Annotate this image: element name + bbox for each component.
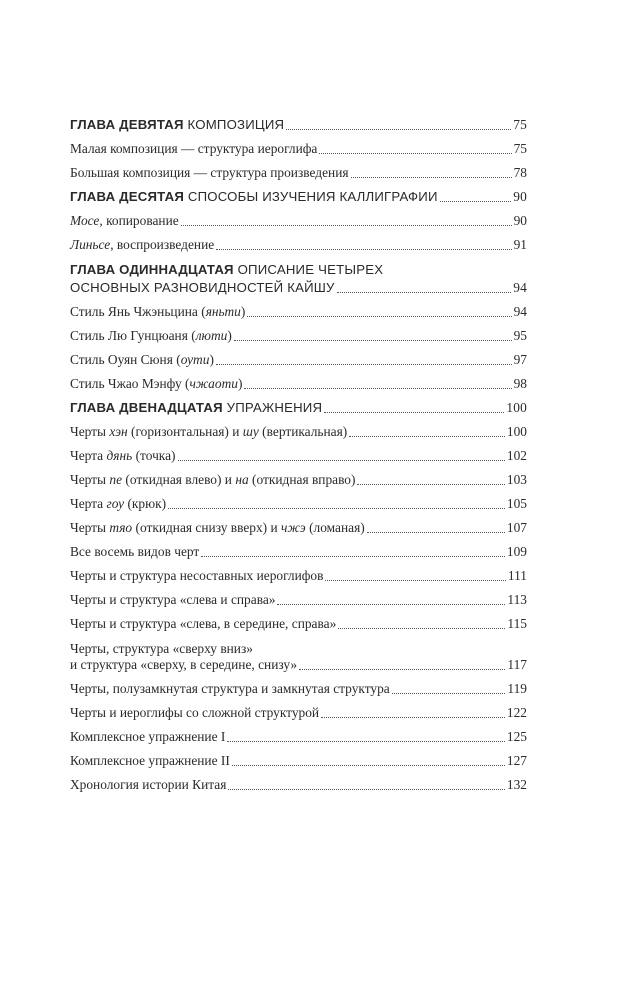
entry-text: Стиль Янь Чжэньцина ( bbox=[70, 304, 206, 319]
dot-leader bbox=[178, 460, 505, 461]
entry-title bbox=[70, 328, 232, 344]
entry-text: (крюк) bbox=[124, 496, 167, 511]
entry-text: (точка) bbox=[132, 448, 176, 463]
toc-entry bbox=[70, 729, 527, 745]
toc-entry bbox=[70, 448, 527, 464]
dot-leader bbox=[216, 249, 511, 250]
toc-entry bbox=[70, 592, 527, 608]
dot-leader bbox=[227, 741, 505, 742]
dot-leader bbox=[349, 436, 505, 437]
entry-text: Комплексное упражнение II bbox=[70, 753, 230, 768]
entry-text: Хронология истории Китая bbox=[70, 777, 227, 792]
chapter-label: ГЛАВА ДВЕНАДЦАТАЯ bbox=[70, 400, 223, 415]
dot-leader bbox=[319, 153, 511, 154]
entry-text: (откидная снизу вверх) и bbox=[132, 520, 281, 535]
page-number: 78 bbox=[513, 165, 527, 180]
entry-title bbox=[70, 520, 365, 536]
entry-title bbox=[70, 352, 214, 368]
page-number: 109 bbox=[506, 544, 527, 559]
toc-entry bbox=[70, 640, 527, 673]
italic-term: Линьсе bbox=[70, 237, 111, 252]
page-number: 100 bbox=[506, 400, 527, 415]
page-number: 122 bbox=[506, 705, 527, 720]
italic-term: на bbox=[235, 472, 249, 487]
entry-title bbox=[70, 376, 242, 392]
chapter-label: ГЛАВА ДЕСЯТАЯ bbox=[70, 189, 184, 204]
page-number: 115 bbox=[507, 616, 527, 631]
dot-leader bbox=[277, 604, 505, 605]
page-number: 95 bbox=[513, 328, 527, 343]
entry-text: ) bbox=[237, 376, 243, 391]
toc-entry bbox=[70, 616, 527, 632]
dot-leader bbox=[351, 177, 512, 178]
entry-title bbox=[70, 705, 319, 721]
toc-entry bbox=[70, 496, 527, 512]
page-number: 107 bbox=[506, 520, 527, 535]
chapter-heading bbox=[70, 400, 322, 416]
toc-entry bbox=[70, 304, 527, 320]
toc-entry bbox=[70, 237, 527, 253]
page-number: 105 bbox=[506, 496, 527, 511]
dot-leader bbox=[392, 693, 506, 694]
dot-leader bbox=[299, 669, 505, 670]
toc-entry bbox=[70, 141, 527, 157]
toc-chapter-entry bbox=[70, 400, 527, 416]
italic-term: люти bbox=[195, 328, 228, 343]
entry-line2 bbox=[70, 657, 527, 673]
entry-title bbox=[70, 592, 275, 608]
page-number: 75 bbox=[513, 141, 527, 156]
entry-title bbox=[70, 237, 214, 253]
page-number: 127 bbox=[506, 753, 527, 768]
italic-term: чжэ bbox=[280, 520, 306, 535]
entry-text: Стиль Оуян Сюня ( bbox=[70, 352, 181, 367]
dot-leader bbox=[440, 201, 512, 202]
chapter-label: ГЛАВА ОДИННАДЦАТАЯ bbox=[70, 262, 234, 277]
entry-text: ) bbox=[227, 328, 232, 343]
italic-term: яньти bbox=[205, 304, 241, 319]
dot-leader bbox=[234, 340, 512, 341]
entry-title bbox=[70, 448, 176, 464]
page-number: 91 bbox=[513, 237, 527, 252]
dot-leader bbox=[367, 532, 505, 533]
dot-leader bbox=[181, 225, 512, 226]
entry-text: (откидная влево) и bbox=[122, 472, 236, 487]
entry-title bbox=[70, 165, 349, 181]
entry-text: Черты и иероглифы со сложной структурой bbox=[70, 705, 320, 720]
page-number: 94 bbox=[513, 280, 527, 295]
chapter-title-line2: ОСНОВНЫХ РАЗНОВИДНОСТЕЙ КАЙШУ bbox=[70, 280, 335, 295]
entry-title bbox=[70, 424, 347, 440]
entry-text: Черты и структура «слева, в середине, справа» bbox=[70, 616, 337, 631]
entry-text: Стиль Лю Гунцюаня ( bbox=[70, 328, 196, 343]
entry-text: (горизонтальная) и bbox=[127, 424, 243, 439]
dot-leader bbox=[201, 556, 505, 557]
dot-leader bbox=[232, 765, 505, 766]
italic-term: оути bbox=[180, 352, 210, 367]
toc-entry bbox=[70, 681, 527, 697]
page-number: 98 bbox=[513, 376, 527, 391]
entry-text: ) bbox=[240, 304, 246, 319]
entry-text: Комплексное упражнение I bbox=[70, 729, 226, 744]
chapter-heading-line2 bbox=[70, 280, 527, 296]
toc-entry bbox=[70, 705, 527, 721]
toc-entry bbox=[70, 472, 527, 488]
chapter-heading-line1 bbox=[70, 261, 527, 278]
page-number: 90 bbox=[513, 189, 527, 204]
entry-title bbox=[70, 544, 199, 560]
dot-leader bbox=[321, 717, 505, 718]
entry-title bbox=[70, 568, 323, 584]
italic-term: гоу bbox=[106, 496, 125, 511]
entry-text: Черты bbox=[70, 424, 110, 439]
entry-title-line2: и структура «сверху, в середине, снизу» bbox=[70, 657, 298, 672]
toc-entry bbox=[70, 352, 527, 368]
italic-term: дянь bbox=[106, 448, 133, 463]
toc-entry bbox=[70, 424, 527, 440]
entry-text: Черта bbox=[70, 496, 107, 511]
dot-leader bbox=[244, 388, 511, 389]
italic-term: шу bbox=[242, 424, 259, 439]
entry-title bbox=[70, 777, 226, 793]
entry-text: Все восемь видов черт bbox=[70, 544, 200, 559]
entry-text: Черта bbox=[70, 448, 107, 463]
chapter-heading bbox=[70, 117, 284, 133]
toc-entry bbox=[70, 520, 527, 536]
dot-leader bbox=[228, 789, 505, 790]
toc-chapter-entry bbox=[70, 189, 527, 205]
page-number: 125 bbox=[506, 729, 527, 744]
italic-term: пе bbox=[109, 472, 123, 487]
entry-text: Большая композиция — структура произведения bbox=[70, 165, 349, 180]
page-number: 132 bbox=[506, 777, 527, 792]
page-number: 102 bbox=[506, 448, 527, 463]
toc-entry bbox=[70, 753, 527, 769]
page-number: 100 bbox=[506, 424, 527, 439]
toc-entry bbox=[70, 376, 527, 392]
entry-text: Малая композиция — структура иероглифа bbox=[70, 141, 318, 156]
entry-text: Стиль Чжао Мэнфу ( bbox=[70, 376, 190, 391]
page-number: 97 bbox=[513, 352, 527, 367]
page-number: 117 bbox=[507, 657, 527, 672]
entry-title bbox=[70, 616, 336, 632]
page-number: 94 bbox=[513, 304, 527, 319]
dot-leader bbox=[337, 292, 512, 293]
toc-entry bbox=[70, 165, 527, 181]
toc-entry bbox=[70, 328, 527, 344]
entry-text: Черты, полузамкнутая структура и замкнутая структура bbox=[70, 681, 390, 696]
toc-entry bbox=[70, 568, 527, 584]
italic-term: чжаоти bbox=[189, 376, 238, 391]
entry-text: (вертикальная) bbox=[258, 424, 348, 439]
page-number: 119 bbox=[507, 681, 527, 696]
entry-text: Черты bbox=[70, 520, 110, 535]
entry-title bbox=[70, 681, 390, 697]
chapter-heading bbox=[70, 189, 438, 205]
chapter-title: УПРАЖНЕНИЯ bbox=[226, 400, 323, 415]
entry-text: , воспроизведение bbox=[110, 237, 215, 252]
dot-leader bbox=[357, 484, 504, 485]
toc-entry bbox=[70, 213, 527, 229]
entry-title bbox=[70, 729, 225, 745]
page-number: 90 bbox=[513, 213, 527, 228]
dot-leader bbox=[338, 628, 505, 629]
page-number: 103 bbox=[506, 472, 527, 487]
entry-title bbox=[70, 472, 355, 488]
italic-term: тяо bbox=[109, 520, 133, 535]
dot-leader bbox=[286, 129, 511, 130]
toc-chapter-entry bbox=[70, 261, 527, 296]
entry-title bbox=[70, 141, 317, 157]
dot-leader bbox=[325, 580, 505, 581]
entry-title bbox=[70, 213, 179, 229]
entry-text: Черты bbox=[70, 472, 110, 487]
page-number: 75 bbox=[513, 117, 527, 132]
dot-leader bbox=[247, 316, 511, 317]
chapter-title: СПОСОБЫ ИЗУЧЕНИЯ КАЛЛИГРАФИИ bbox=[187, 189, 438, 204]
page-number: 113 bbox=[507, 592, 527, 607]
entry-text: (ломаная) bbox=[305, 520, 365, 535]
entry-title bbox=[70, 753, 230, 769]
entry-title bbox=[70, 496, 166, 512]
chapter-title-line1: ОПИСАНИЕ ЧЕТЫРЕХ bbox=[237, 262, 384, 277]
entry-title bbox=[70, 304, 245, 320]
dot-leader bbox=[216, 364, 512, 365]
toc-entry bbox=[70, 777, 527, 793]
italic-term: Мосе bbox=[70, 213, 100, 228]
entry-text: (откидная вправо) bbox=[248, 472, 356, 487]
italic-term: хэн bbox=[109, 424, 128, 439]
page-number: 111 bbox=[507, 568, 527, 583]
entry-text: ) bbox=[209, 352, 214, 367]
entry-title-line1: Черты, структура «сверху вниз» bbox=[70, 641, 253, 656]
entry-text: Черты и структура несоставных иероглифов bbox=[70, 568, 324, 583]
entry-text: Черты и структура «слева и справа» bbox=[70, 592, 276, 607]
toc-chapter-entry bbox=[70, 117, 527, 133]
chapter-label: ГЛАВА ДЕВЯТАЯ bbox=[70, 117, 184, 132]
table-of-contents bbox=[70, 114, 527, 801]
dot-leader bbox=[324, 412, 504, 413]
dot-leader bbox=[168, 508, 505, 509]
chapter-title: КОМПОЗИЦИЯ bbox=[187, 117, 285, 132]
toc-entry bbox=[70, 544, 527, 560]
entry-text: , копирование bbox=[99, 213, 179, 228]
